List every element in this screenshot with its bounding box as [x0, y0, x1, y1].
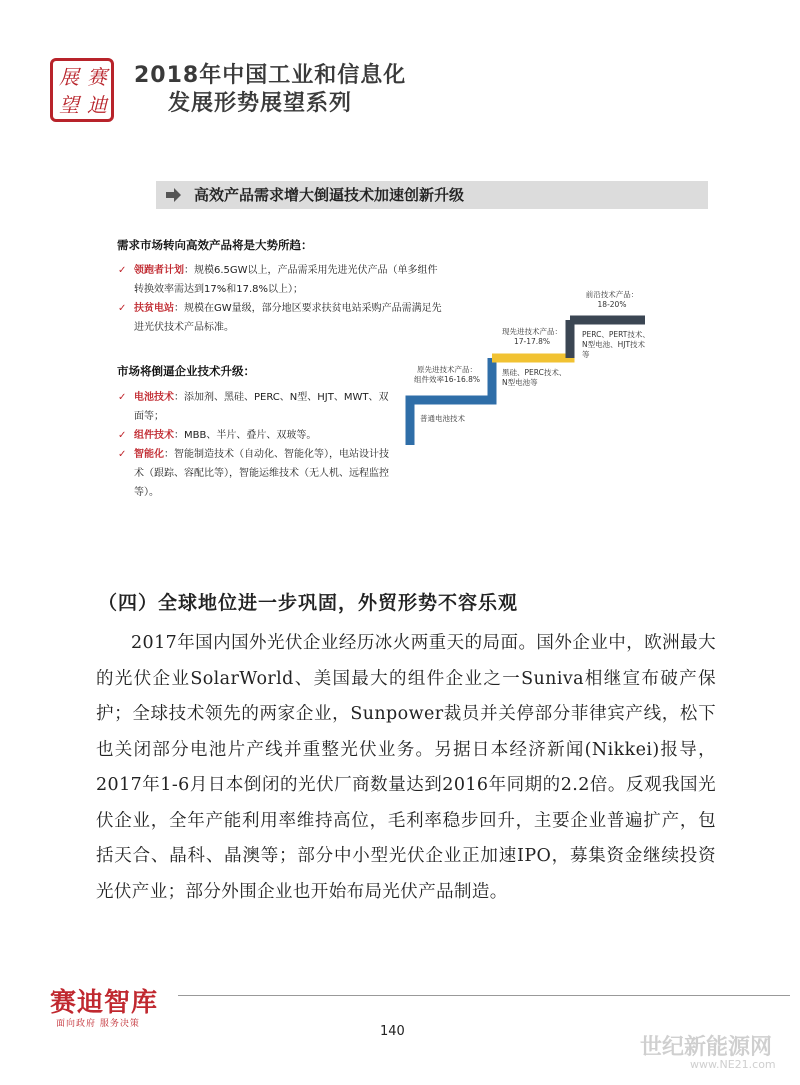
step1-label-line: 组件效率16-16.8%	[413, 375, 481, 384]
step3-inner-line: N型电池、HJT技术	[582, 340, 646, 349]
upgrade-list	[118, 388, 390, 502]
item-text: ：MBB、半片、叠片、双玻等。	[174, 430, 317, 441]
step3-label	[572, 290, 652, 310]
step3-label-line: 18-20%	[597, 300, 627, 309]
step1-label-line: 原先进技术产品：	[417, 365, 477, 374]
technology-staircase	[400, 290, 680, 450]
step3-inner-line: 等	[582, 350, 590, 359]
step2-inner	[502, 368, 566, 388]
title-line-2: 发展形势展望系列	[168, 91, 353, 116]
check-icon: ✓	[118, 303, 127, 314]
item-text: ：规模在GW量级，部分地区要求扶贫电站采购产品需满足先进光伏技术产品标准。	[134, 303, 442, 333]
check-icon: ✓	[118, 449, 127, 460]
list-item	[118, 388, 390, 426]
step2-label-line: 现先进技术产品：	[502, 327, 562, 336]
item-highlight: 智能化	[134, 449, 164, 460]
list-item	[118, 299, 444, 337]
step2-label-line: 17-17.8%	[513, 337, 551, 346]
item-text: ：智能制造技术（自动化、智能化等），电站设计技术（跟踪、容配比等），智能运维技术（无人机、远程监控等）。	[134, 449, 389, 498]
item-text: ：规模6.5GW以上，产品需采用先进光伏产品（单多组件转换效率需达到17%和17.8%以上）；	[134, 265, 438, 295]
step1-inner: 普通电池技术	[420, 414, 465, 423]
check-icon: ✓	[118, 392, 127, 403]
list-item	[118, 426, 390, 445]
step2-label	[492, 327, 572, 347]
body-paragraph: 2017年国内国外光伏企业经历冰火两重天的局面。国外企业中，欧洲最大的光伏企业SolarWorld、美国最大的组件企业之一Suniva相继宣布破产保护；全球技术领先的两家企业，Sunpower裁员并关停部分菲律宾产线，松下也关闭部分电池片产线并重整光伏业务。另据日本经济新闻(Nikkei)报导，2017年1-6月日本倒闭的光伏厂商数量达到2016年同期的2.2倍。反观我国光伏企业，全年产能利用率维持高位，毛利率稳步回升，主要企业普遍扩产，包括天合、晶科、晶澳等；部分中小型光伏企业正加速IPO，募集资金继续投资光伏产业；部分外围企业也开始布局光伏产品制造。	[96, 633, 716, 902]
step3-inner-line: PERC、PERT技术、	[582, 330, 650, 339]
seal-char: 赛	[87, 65, 107, 89]
seal-char: 望	[59, 93, 79, 117]
section-heading: （四）全球地位进一步巩固，外贸形势不容乐观	[98, 592, 519, 614]
demand-list	[118, 261, 444, 337]
seal-logo	[50, 58, 114, 122]
list-item	[118, 261, 444, 299]
step2-inner-line: 黑硅、PERC技术、	[502, 368, 567, 377]
footer-divider	[178, 995, 790, 996]
title-line-1: 2018年中国工业和信息化	[134, 63, 407, 88]
item-highlight: 扶贫电站	[134, 303, 174, 314]
section-banner	[156, 181, 708, 209]
watermark-url: www.NE21.com	[690, 1058, 776, 1071]
banner-text: 高效产品需求增大倒逼技术加速创新升级	[194, 186, 465, 204]
item-highlight: 组件技术	[134, 430, 174, 441]
step2-inner-line: N型电池等	[502, 378, 538, 387]
item-highlight: 领跑者计划	[134, 265, 184, 276]
check-icon: ✓	[118, 430, 127, 441]
seal-char: 迪	[87, 93, 107, 117]
step1-label	[402, 365, 492, 385]
footer-slogan: 面向政府 服务决策	[56, 1019, 140, 1029]
watermark: 世纪新能源网	[640, 1035, 773, 1060]
upgrade-heading: 市场将倒逼企业技术升级：	[117, 364, 255, 378]
ccid-logo: 赛迪智库	[50, 988, 159, 1018]
arrow-right-icon	[166, 187, 182, 203]
seal-char: 展	[59, 65, 79, 89]
item-text: ：添加剂、黑硅、PERC、N型、HJT、MWT、双面等；	[134, 392, 389, 422]
step3-inner	[582, 330, 650, 360]
report-series-title	[134, 62, 406, 118]
page-number: 140	[380, 1024, 405, 1039]
check-icon: ✓	[118, 265, 127, 276]
demand-heading: 需求市场转向高效产品将是大势所趋：	[117, 238, 313, 252]
item-highlight: 电池技术	[134, 392, 174, 403]
list-item	[118, 445, 390, 502]
step3-label-line: 前沿技术产品：	[585, 290, 639, 299]
